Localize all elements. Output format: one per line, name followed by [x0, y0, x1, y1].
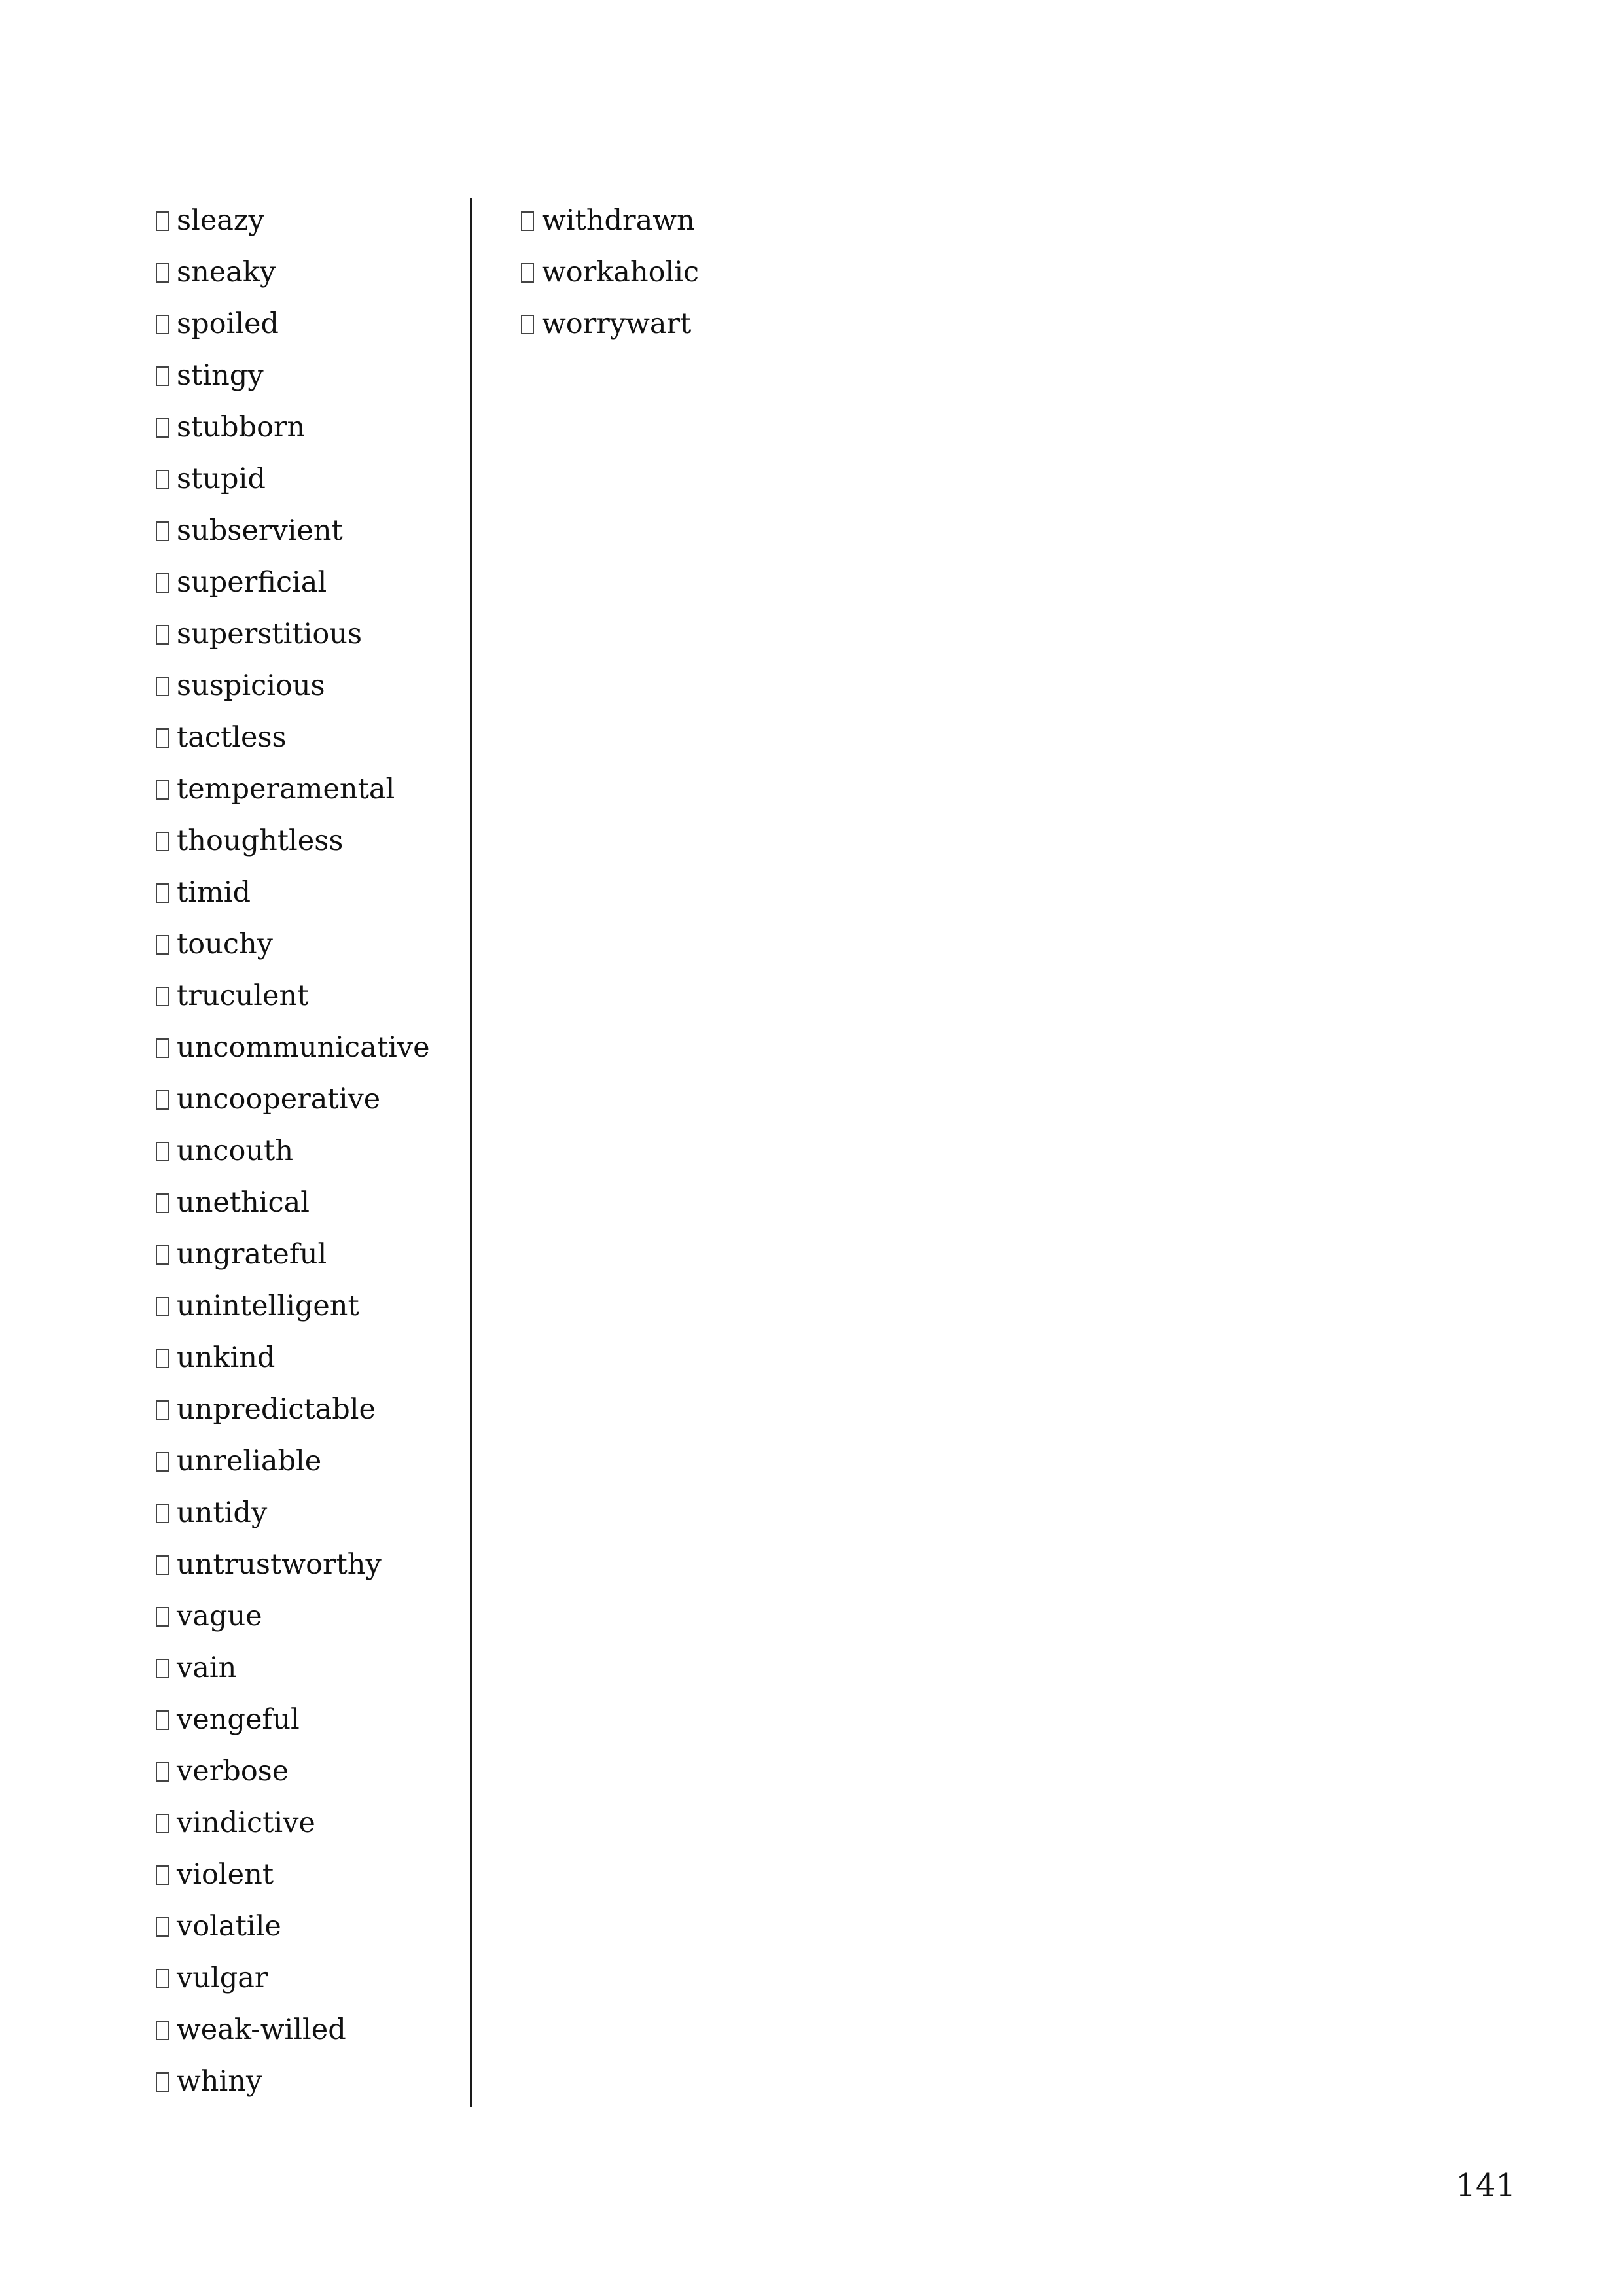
- checkbox-icon[interactable]: [156, 1452, 169, 1472]
- checkbox-icon[interactable]: [156, 832, 169, 851]
- checkbox-icon[interactable]: [156, 1400, 169, 1420]
- checklist-item-label: verbose: [177, 1755, 289, 1788]
- checklist-item-label: vindictive: [177, 1807, 315, 1839]
- checklist-item-label: sleazy: [177, 204, 264, 237]
- checkbox-icon[interactable]: [156, 521, 169, 541]
- checkbox-icon[interactable]: [156, 1555, 169, 1575]
- checklist-item-label: timid: [177, 876, 251, 909]
- checklist-item[interactable]: [156, 660, 457, 712]
- checkbox-icon[interactable]: [156, 1762, 169, 1782]
- checklist-item-label: vengeful: [177, 1703, 300, 1736]
- checkbox-icon[interactable]: [156, 1865, 169, 1885]
- checklist-item-label: suspicious: [177, 669, 325, 702]
- checklist-item-label: volatile: [177, 1910, 281, 1943]
- checklist-item-label: vague: [177, 1600, 262, 1633]
- checkbox-icon[interactable]: [156, 1245, 169, 1265]
- checklist-item[interactable]: [156, 247, 457, 298]
- checklist-item[interactable]: [156, 1177, 457, 1229]
- checklist-item-label: untidy: [177, 1496, 268, 1529]
- checklist-item[interactable]: [156, 1694, 457, 1746]
- trait-checklist-left-column: [156, 195, 457, 2108]
- checkbox-icon[interactable]: [156, 677, 169, 696]
- checklist-item[interactable]: [156, 919, 457, 970]
- checklist-item-label: touchy: [177, 928, 273, 961]
- checklist-item[interactable]: [156, 1074, 457, 1125]
- checklist-item-label: stubborn: [177, 411, 306, 444]
- page-number: 141: [1455, 2167, 1516, 2204]
- checkbox-icon[interactable]: [156, 1659, 169, 1678]
- checklist-item[interactable]: [156, 1952, 457, 2004]
- checklist-item[interactable]: [156, 1280, 457, 1332]
- checklist-item[interactable]: [156, 815, 457, 867]
- checkbox-icon[interactable]: [156, 728, 169, 748]
- checkbox-icon[interactable]: [156, 883, 169, 903]
- checkbox-icon[interactable]: [156, 1038, 169, 1058]
- checklist-item-label: uncooperative: [177, 1083, 381, 1116]
- checklist-item-label: violent: [177, 1858, 274, 1891]
- checkbox-icon[interactable]: [156, 211, 169, 231]
- checkbox-icon[interactable]: [156, 1710, 169, 1730]
- checklist-item[interactable]: [156, 609, 457, 660]
- checkbox-icon[interactable]: [156, 2021, 169, 2040]
- checkbox-icon[interactable]: [156, 625, 169, 645]
- checkbox-icon[interactable]: [156, 1917, 169, 1937]
- column-divider: [470, 198, 472, 2107]
- checklist-item[interactable]: [156, 195, 457, 247]
- checklist-item[interactable]: [156, 1022, 457, 1074]
- checklist-item-label: unpredictable: [177, 1393, 376, 1426]
- checkbox-icon[interactable]: [156, 1607, 169, 1627]
- checklist-item-label: weak-willed: [177, 2013, 346, 2046]
- checklist-item[interactable]: [156, 867, 457, 919]
- checkbox-icon[interactable]: [156, 573, 169, 593]
- checklist-item-label: unkind: [177, 1341, 276, 1374]
- checklist-item-label: spoiled: [177, 308, 279, 340]
- checklist-item-label: temperamental: [177, 773, 395, 805]
- checkbox-icon[interactable]: [156, 987, 169, 1006]
- checklist-item[interactable]: [156, 712, 457, 764]
- checklist-item[interactable]: [156, 2004, 457, 2056]
- checklist-item[interactable]: [156, 453, 457, 505]
- checklist-item-label: uncouth: [177, 1135, 294, 1167]
- checklist-item-label: unintelligent: [177, 1290, 359, 1322]
- checklist-item[interactable]: [156, 1539, 457, 1591]
- checkbox-icon[interactable]: [156, 418, 169, 438]
- checklist-item-label: subservient: [177, 514, 343, 547]
- checkbox-icon[interactable]: [521, 263, 534, 283]
- checklist-item[interactable]: [156, 1384, 457, 1436]
- checklist-item-label: unethical: [177, 1186, 310, 1219]
- checklist-item-label: ungrateful: [177, 1238, 327, 1271]
- checklist-item[interactable]: [156, 1487, 457, 1539]
- checklist-item-label: worrywart: [542, 308, 692, 340]
- checklist-item[interactable]: [156, 1901, 457, 1952]
- checkbox-icon[interactable]: [156, 470, 169, 489]
- checklist-item-label: sneaky: [177, 256, 276, 289]
- checklist-item[interactable]: [156, 970, 457, 1022]
- checklist-item[interactable]: [156, 505, 457, 557]
- checklist-item[interactable]: [521, 195, 914, 247]
- checkbox-icon[interactable]: [156, 1297, 169, 1316]
- checklist-item[interactable]: [156, 557, 457, 609]
- checklist-item[interactable]: [156, 1436, 457, 1487]
- checklist-item-label: tactless: [177, 721, 287, 754]
- checklist-item-label: vain: [177, 1651, 237, 1684]
- trait-checklist-right-column: [521, 195, 914, 350]
- checklist-item-label: uncommunicative: [177, 1031, 430, 1064]
- checkbox-icon[interactable]: [156, 263, 169, 283]
- checkbox-icon[interactable]: [156, 1504, 169, 1523]
- checkbox-icon[interactable]: [156, 1814, 169, 1833]
- checklist-item-label: stingy: [177, 359, 264, 392]
- checkbox-icon[interactable]: [156, 1349, 169, 1368]
- checklist-item[interactable]: [156, 1229, 457, 1280]
- checklist-item-label: superficial: [177, 566, 327, 599]
- checklist-item-label: workaholic: [542, 256, 700, 289]
- checkbox-icon[interactable]: [156, 935, 169, 955]
- checkbox-icon[interactable]: [521, 211, 534, 231]
- checklist-item[interactable]: [156, 1849, 457, 1901]
- checkbox-icon[interactable]: [156, 1142, 169, 1161]
- checklist-item-label: truculent: [177, 980, 309, 1012]
- checkbox-icon[interactable]: [521, 315, 534, 334]
- checkbox-icon[interactable]: [156, 2072, 169, 2092]
- checklist-item[interactable]: [156, 1746, 457, 1797]
- checklist-item-label: vulgar: [177, 1962, 268, 1994]
- checklist-item-label: whiny: [177, 2065, 262, 2098]
- checklist-item-label: thoughtless: [177, 824, 344, 857]
- checklist-item[interactable]: [156, 350, 457, 402]
- checklist-item[interactable]: [156, 1125, 457, 1177]
- checklist-item[interactable]: [156, 1797, 457, 1849]
- checklist-item-label: stupid: [177, 463, 266, 495]
- checklist-item[interactable]: [156, 2056, 457, 2108]
- checklist-item-label: withdrawn: [542, 204, 695, 237]
- checklist-item[interactable]: [521, 298, 914, 350]
- checklist-item-label: untrustworthy: [177, 1548, 382, 1581]
- checklist-item[interactable]: [156, 298, 457, 350]
- checkbox-icon[interactable]: [156, 315, 169, 334]
- checkbox-icon[interactable]: [156, 366, 169, 386]
- checkbox-icon[interactable]: [156, 780, 169, 800]
- checkbox-icon[interactable]: [156, 1969, 169, 1988]
- checklist-item-label: unreliable: [177, 1445, 322, 1477]
- checklist-item[interactable]: [156, 402, 457, 453]
- checklist-item[interactable]: [156, 1642, 457, 1694]
- checklist-item[interactable]: [156, 1332, 457, 1384]
- checklist-item[interactable]: [156, 764, 457, 815]
- checkbox-icon[interactable]: [156, 1090, 169, 1110]
- checklist-item[interactable]: [521, 247, 914, 298]
- checkbox-icon[interactable]: [156, 1193, 169, 1213]
- checklist-item-label: superstitious: [177, 618, 363, 650]
- checklist-item[interactable]: [156, 1591, 457, 1642]
